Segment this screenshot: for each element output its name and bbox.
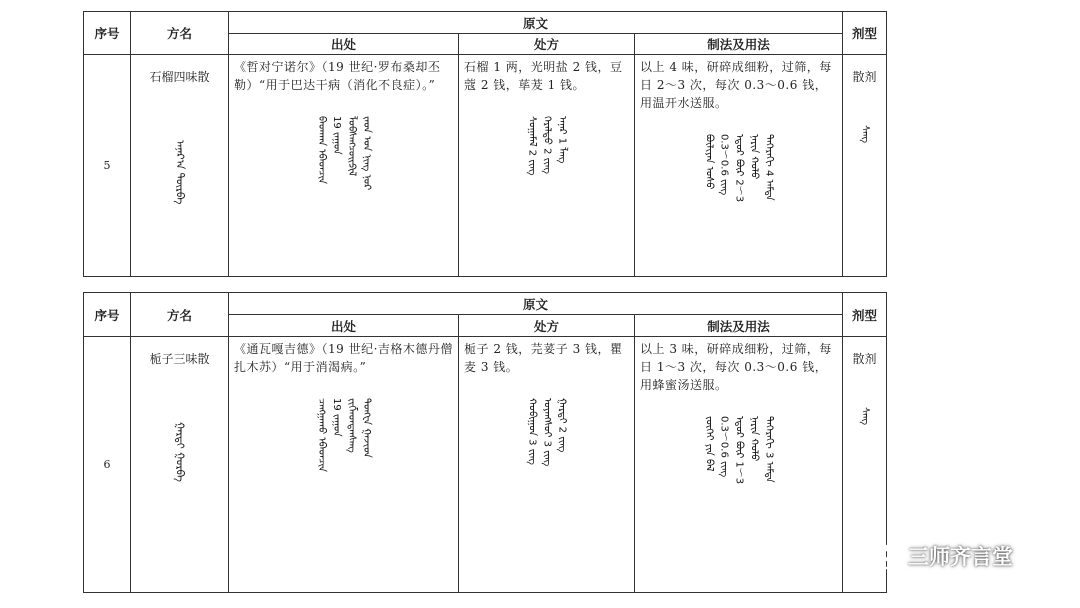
method-text: 以上 4 味，研碎成细粉，过筛，每日 2～3 次，每次 0.3～0.6 钱，用温开水送服。: [640, 60, 832, 110]
source-mongolian: ᠴᠠᠩᠭᠠᠬᠤ ᠡᠪᠡᠳᠴᠢᠨ 19 ᠵᠠᠭᠤᠨ ᠵᠢᠭᠮᠡᠳᠳᠠᠨᠰᠠᠩ ᠲᠣᠩᠸᠠ ᠭᠠᠵᠢᠳ: [316, 398, 372, 473]
name-cell: [131, 55, 229, 277]
source-mongolian: ᠪᠠᠳᠬᠠᠨ ᠡᠪᠡᠳᠴᠢᠨ 19 ᠵᠠᠭᠤᠨ ᠯᠣᠪᠰᠠᠩᠴᠣᠢᠫᠢᠯ ᠵᠡᠳ ᠤᠨ ᠨᠢᠩ ᠨᠣᠷ: [316, 116, 372, 191]
method-mongolian: ᠪᠦᠯᠢᠶᠠᠨ ᠤᠰᠤ 0.3～0.6 ᠵᠢᠩ ᠡᠳᠦᠷ ᠪᠦᠷ 2～3 ᠨᠠᠷᠢᠨ ᠬᠤᠯᠤ ᠳᠡᠭᠡᠷᠡᠬᠢ 4 ᠠᠮᠲᠠ: [703, 134, 775, 203]
formula-mongolian: ᠬᠤᠪᠢᠭᠤᠨ 3 ᠵᠢᠩ ᠤᠶᠠᠩᠰᠤᠢ 3 ᠵᠢᠩ ᠭᠠᠷᠳᠢ 2 ᠵᠢᠩ: [526, 398, 568, 467]
formula-text: 石榴 1 两，光明盐 2 钱，豆蔻 2 钱，荜茇 1 钱。: [464, 60, 623, 92]
formula-name-mongolian: ᠭᠠᠷᠳᠢ ᠭᠤᠷᠪᠠ: [173, 422, 186, 482]
wechat-icon: [858, 540, 902, 572]
table-row: [84, 55, 887, 277]
method-mongolian: ᠵᠦᠭᠡᠢ ᠶᠢᠨ ᠪᠠᠯ 0.3～0.6 ᠵᠢᠩ ᠡᠳᠦᠷ ᠪᠦᠷ 1～3 ᠨᠠᠷᠢᠨ ᠬᠤᠯᠤ ᠳᠡᠭᠡᠷᠡᠬᠢ 3 ᠠᠮᠲᠠ: [703, 416, 775, 485]
formula-text: 栀子 2 钱，芫荽子 3 钱，瞿麦 3 钱。: [464, 342, 623, 374]
header-original: 原文: [229, 12, 843, 34]
method-cell: [635, 55, 843, 277]
dosage-form-mongolian: ᠰᠠᠩ: [859, 407, 871, 426]
header-source: 出处: [229, 315, 459, 337]
formula-cell: [459, 55, 635, 277]
header-method: 制法及用法: [635, 315, 843, 337]
header-type: 剂型: [843, 12, 887, 55]
formula-name: 石榴四味散: [149, 70, 210, 84]
dosage-form: 散剂: [852, 70, 877, 84]
header-original: 原文: [229, 293, 843, 315]
header-no: 序号: [84, 12, 131, 55]
prescription-table-6: [83, 292, 887, 593]
header-name: 方名: [131, 293, 229, 337]
formula-mongolian: ᠰᠤᠭᠠᠮᠡᠯ 2 ᠵᠢᠩ ᠭᠡᠷᠡᠯᠲᠦ 2 ᠵᠢᠩ ᠠᠨᠠᠷ 1 ᠯᠠᠩ: [526, 116, 568, 176]
name-cell: [131, 337, 229, 593]
formula-cell: [459, 337, 635, 593]
type-cell: [843, 55, 887, 277]
watermark-text: 三师齐言堂: [908, 545, 1013, 569]
source-cell: [229, 337, 459, 593]
header-name: 方名: [131, 12, 229, 55]
prescription-table-5: [83, 11, 887, 277]
header-method: 制法及用法: [635, 34, 843, 55]
dosage-form: 散剂: [852, 352, 877, 366]
row-number: 6: [84, 337, 131, 593]
header-source: 出处: [229, 34, 459, 55]
row-number: 5: [84, 55, 131, 277]
header-type: 剂型: [843, 293, 887, 337]
formula-name-mongolian: ᠠᠨᠠᠷ᠎ᠠ ᠳᠦᠷᠪᠡ: [173, 140, 186, 205]
method-text: 以上 3 味，研碎成细粉，过筛，每日 1～3 次，每次 0.3～0.6 钱，用蜂蜜汤送服。: [640, 342, 832, 392]
header-formula: 处方: [459, 315, 635, 337]
formula-name: 栀子三味散: [149, 352, 210, 366]
dosage-form-mongolian: ᠰᠠᠩ: [859, 125, 871, 144]
table-row: [84, 337, 887, 593]
method-cell: [635, 337, 843, 593]
source-cell: [229, 55, 459, 277]
source-text: 《哲对宁诺尔》（19 世纪·罗布桑却丕勒）“用于巴达干病（消化不良症）。”: [234, 60, 441, 92]
watermark: [858, 540, 1013, 572]
header-formula: 处方: [459, 34, 635, 55]
header-no: 序号: [84, 293, 131, 337]
source-text: 《通瓦嘎吉德》（19 世纪·吉格木德丹僧扎木苏）“用于消渴病。”: [234, 342, 453, 374]
